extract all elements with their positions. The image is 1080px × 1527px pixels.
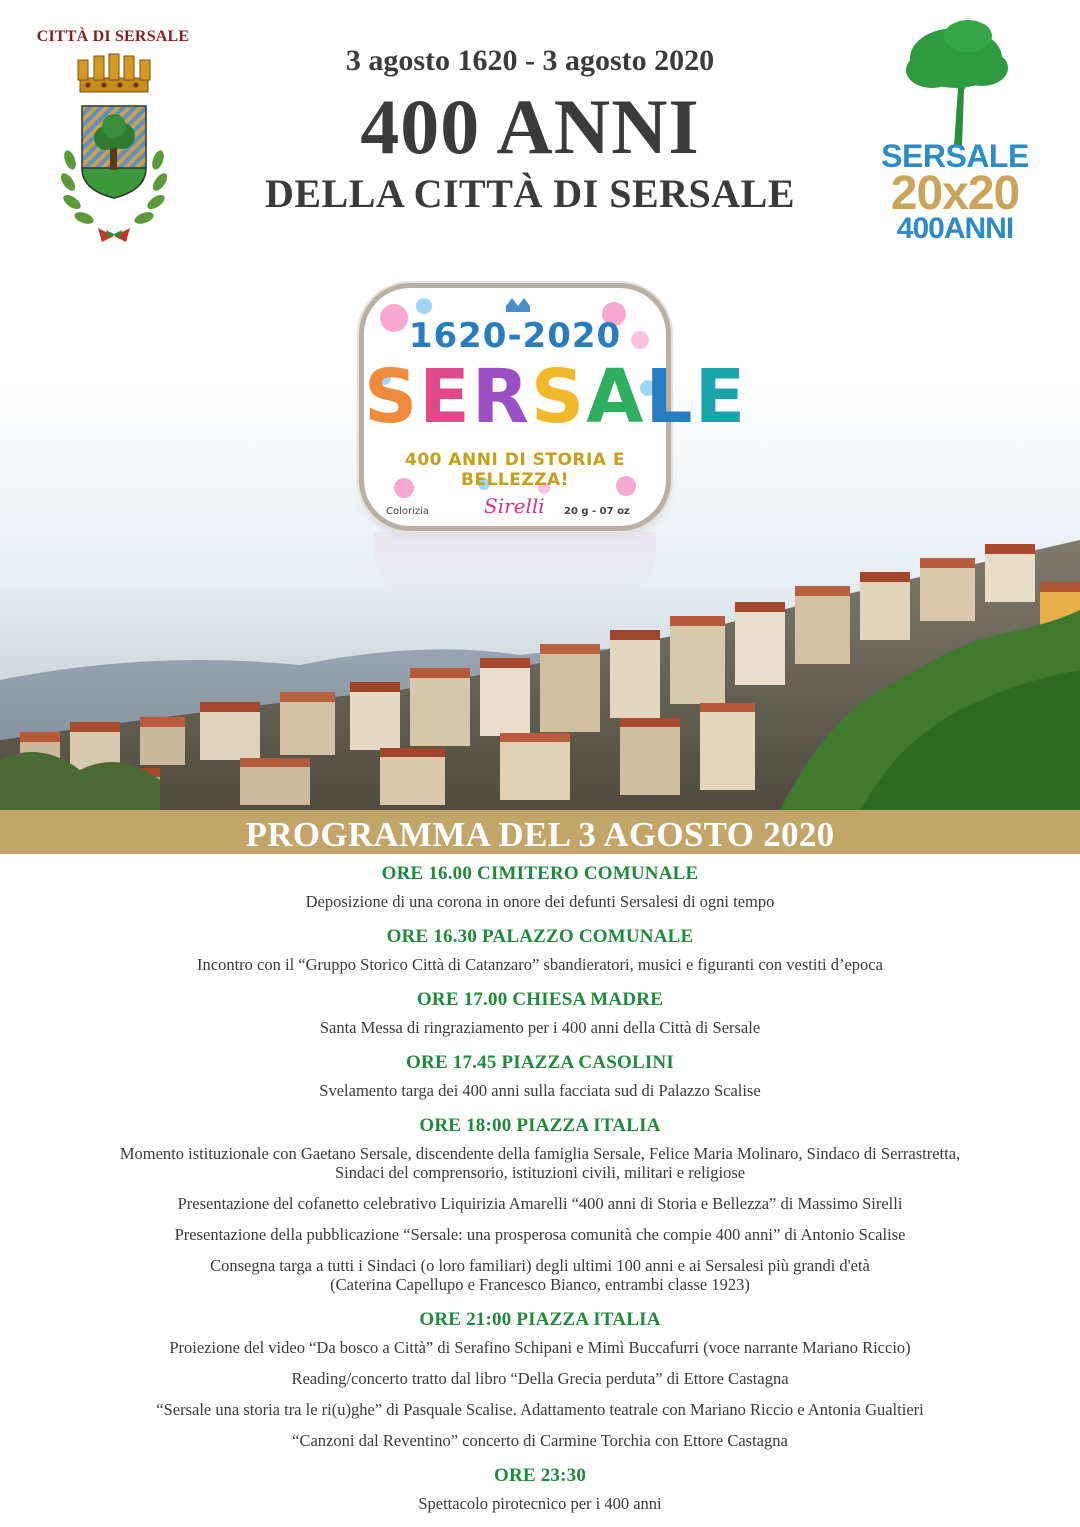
tin-name: SERSALE: [364, 354, 748, 440]
event-description: Deposizione di una corona in onore dei defunti Sersalesi di ogni tempo: [305, 892, 775, 911]
event-heading: ORE 17.00 CHIESA MADRE: [416, 989, 664, 1010]
tree-logo-icon: [896, 18, 1016, 146]
event-heading: ORE 17.45 PIAZZA CASOLINI: [406, 1052, 674, 1073]
logo-text-20x20: 20x20: [890, 167, 1020, 220]
logo-text-sersale: SERSALE: [881, 138, 1029, 174]
event-description: Reading/concerto tratto dal libro “Della Grecia perduta” di Ettore Castagna: [291, 1369, 789, 1388]
event-heading: ORE 18:00 PIAZZA ITALIA: [419, 1115, 661, 1136]
program-event: [40, 988, 1040, 1037]
event-description: Proiezione del video “Da bosco a Città” di Serafino Schipani e Mimì Buccafurri (voce narrante Mariano Riccio): [169, 1338, 911, 1357]
tin-signature: Sirelli: [484, 494, 545, 518]
logo-text-400anni: 400ANNI: [896, 212, 1014, 245]
program-list: [40, 862, 1040, 1513]
event-description: “Sersale una storia tra le ri(u)ghe” di Pasquale Scalise. Adattamento teatrale con Mariano Riccio e Antonia Gualtieri: [156, 1400, 924, 1419]
program-event: [40, 1308, 1040, 1450]
crest-title: CITTÀ DI SERSALE: [36, 28, 190, 45]
event-description: Momento istituzionale con Gaetano Sersale, discendente della famiglia Sersale, Felice Maria Molinaro, Sindaco di Serrastretta,: [119, 1144, 961, 1163]
event-dates: 3 agosto 1620 - 3 agosto 2020: [345, 44, 715, 77]
tin-weight: 20 g - 07 oz: [564, 506, 630, 517]
program-event: [40, 862, 1040, 911]
event-description: Presentazione della pubblicazione “Sersale: una prosperosa comunità che compie 400 anni” di Antonio Scalise: [174, 1225, 906, 1244]
page-title: 400 ANNI: [360, 83, 700, 170]
page-subtitle: DELLA CITTÀ DI SERSALE: [264, 171, 796, 216]
coat-of-arms-icon: [48, 50, 180, 250]
event-description: Sindaci del comprensorio, istituzioni civili, militari e religiose: [334, 1163, 746, 1182]
event-description: Incontro con il “Gruppo Storico Città di Catanzaro” sbandieratori, musici e figuranti con vestiti d’epoca: [197, 955, 883, 974]
event-description: Santa Messa di ringraziamento per i 400 anni della Città di Sersale: [319, 1018, 761, 1037]
tin-tagline: 400 ANNI DI STORIA E BELLEZZA!: [404, 450, 625, 490]
event-heading: ORE 16.00 CIMITERO COMUNALE: [381, 863, 699, 884]
tin-reflection: [374, 532, 656, 592]
program-event: [40, 925, 1040, 974]
event-description: Svelamento targa dei 400 anni sulla facciata sud di Palazzo Scalise: [319, 1081, 761, 1100]
program-event: [40, 1464, 1040, 1513]
program-banner-title: PROGRAMMA DEL 3 AGOSTO 2020: [245, 815, 835, 854]
event-description: Presentazione del cofanetto celebrativo Liquirizia Amarelli “400 anni di Storia e Bellezza” di Massimo Sirelli: [177, 1194, 903, 1213]
event-heading: ORE 16.30 PALAZZO COMUNALE: [386, 926, 694, 947]
event-heading: ORE 23:30: [493, 1465, 587, 1486]
program-event: [40, 1114, 1040, 1294]
event-description: Consegna targa a tutti i Sindaci (o loro familiari) degli ultimi 100 anni e ai Sersalesi più grandi d'età: [210, 1256, 870, 1275]
tin-brand: Colorizia: [386, 506, 430, 517]
program-event: [40, 1051, 1040, 1100]
event-description: (Caterina Capellupo e Francesco Bianco, entrambi classe 1923): [330, 1275, 750, 1294]
event-description: “Canzoni dal Reventino” concerto di Carmine Torchia con Ettore Castagna: [292, 1431, 788, 1450]
tin-years: 1620-2020: [408, 316, 622, 356]
licorice-tin-image: [364, 288, 748, 526]
event-description: Spettacolo pirotecnico per i 400 anni: [418, 1494, 662, 1513]
event-heading: ORE 21:00 PIAZZA ITALIA: [419, 1309, 661, 1330]
